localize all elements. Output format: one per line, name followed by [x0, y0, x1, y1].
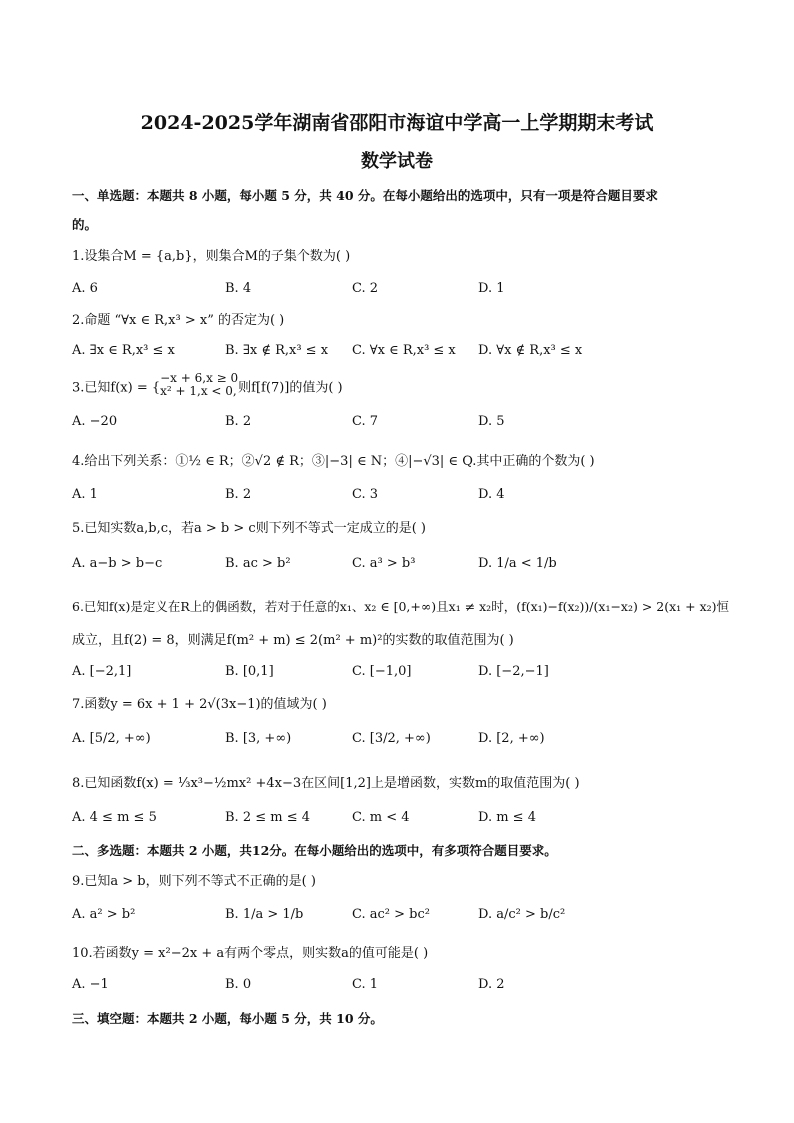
option-d: D. [−2,−1]: [478, 664, 549, 679]
option-d: D. 1/a < 1/b: [478, 556, 557, 571]
option-a: A. a² > b²: [72, 907, 136, 922]
question-5-options: [72, 556, 732, 574]
option-c: C. m < 4: [352, 810, 410, 825]
option-d: D. 2: [478, 977, 505, 992]
option-a: A. 6: [72, 281, 98, 296]
option-c: C. ac² > bc²: [352, 907, 430, 922]
option-d: D. [2, +∞): [478, 731, 545, 746]
question-5-stem: 5.已知实数a,b,c，若a > b > c则下列不等式一定成立的是( ): [72, 521, 426, 536]
question-3-options: [72, 414, 732, 432]
option-a: A. ∃x ∈ R,x³ ≤ x: [72, 343, 175, 358]
piecewise-case-2: x² + 1,x < 0,: [160, 384, 237, 398]
question-10-stem: 10.若函数y = x²−2x + a有两个零点，则实数a的值可能是( ): [72, 946, 429, 961]
question-3-stem-suffix: 则f[f(7)]的值为( ): [238, 380, 343, 396]
question-4-options: [72, 487, 732, 505]
option-d: D. 4: [478, 487, 505, 502]
option-b: B. ∃x ∉ R,x³ ≤ x: [225, 343, 329, 358]
option-a: A. −20: [72, 414, 118, 429]
option-b: B. [0,1]: [225, 664, 274, 679]
question-7-options: [72, 731, 732, 749]
option-c: C. 1: [352, 977, 379, 992]
section-1-heading: 一、单选题：本题共 8 小题，每小题 5 分，共 40 分。在每小题给出的选项中，只有一项是符合题目要求: [72, 188, 658, 203]
question-9-stem: 9.已知a > b，则下列不等式不正确的是( ): [72, 874, 316, 889]
option-c: C. a³ > b³: [352, 556, 416, 571]
option-c: C. 2: [352, 281, 379, 296]
question-3-stem-prefix: 3.已知f(x) = {: [72, 380, 161, 396]
option-c: C. 7: [352, 414, 379, 429]
option-c: C. [−1,0]: [352, 664, 412, 679]
question-2-options: [72, 343, 732, 361]
option-c: C. ∀x ∈ R,x³ ≤ x: [352, 343, 456, 358]
question-6-stem-cont: 成立，且f(2) = 8，则满足f(m² + m) ≤ 2(m² + m)²的实数的取值范围为( ): [72, 633, 514, 648]
option-d: D. ∀x ∉ R,x³ ≤ x: [478, 343, 583, 358]
question-4-stem: 4.给出下列关系：①½ ∈ R；②√2 ∉ R；③|−3| ∈ N；④|−√3| ∈ Q.其中正确的个数为( ): [72, 454, 595, 469]
section-1-heading-cont: 的。: [72, 217, 98, 232]
question-3-stem: [72, 371, 343, 398]
option-d: D. a/c² > b/c²: [478, 907, 566, 922]
option-a: A. 4 ≤ m ≤ 5: [72, 810, 157, 825]
option-b: B. [3, +∞): [225, 731, 292, 746]
section-3-heading: 三、填空题：本题共 2 小题，每小题 5 分，共 10 分。: [72, 1011, 383, 1026]
question-6-options: [72, 664, 732, 682]
option-b: B. 2: [225, 414, 252, 429]
piecewise-case-1: −x + 6,x ≥ 0: [160, 371, 239, 385]
exam-title: 2024-2025学年湖南省邵阳市海谊中学高一上学期期末考试: [140, 112, 654, 134]
option-b: B. 4: [225, 281, 252, 296]
question-6-stem: 6.已知f(x)是定义在R上的偶函数，若对于任意的x₁、x₂ ∈ [0,+∞)且x₁ ≠ x₂时，(f(x₁)−f(x₂))/(x₁−x₂) > 2(x₁ + x₂)恒: [72, 599, 730, 614]
exam-subtitle: 数学试卷: [361, 151, 433, 172]
option-b: B. 1/a > 1/b: [225, 907, 304, 922]
piecewise-cases: [160, 372, 238, 398]
option-a: A. [5/2, +∞): [72, 731, 151, 746]
option-a: A. −1: [72, 977, 109, 992]
option-c: C. [3/2, +∞): [352, 731, 431, 746]
option-d: D. 5: [478, 414, 505, 429]
option-a: A. a−b > b−c: [72, 556, 163, 571]
option-b: B. ac > b²: [225, 556, 291, 571]
option-a: A. [−2,1]: [72, 664, 132, 679]
question-1-options: [72, 281, 732, 299]
option-d: D. m ≤ 4: [478, 810, 536, 825]
question-9-options: [72, 907, 732, 925]
question-7-stem: 7.函数y = 6x + 1 + 2√(3x−1)的值域为( ): [72, 697, 327, 712]
section-2-heading: 二、多选题：本题共 2 小题，共12分。在每小题给出的选项中，有多项符合题目要求。: [72, 843, 557, 858]
option-c: C. 3: [352, 487, 379, 502]
question-1-stem: 1.设集合M = {a,b}，则集合M的子集个数为( ): [72, 249, 351, 264]
question-2-stem: 2.命题 “∀x ∈ R,x³ > x” 的否定为( ): [72, 313, 285, 328]
option-b: B. 2 ≤ m ≤ 4: [225, 810, 311, 825]
option-b: B. 2: [225, 487, 252, 502]
option-d: D. 1: [478, 281, 505, 296]
question-8-options: [72, 810, 732, 828]
question-8-stem: 8.已知函数f(x) = ⅓x³−½mx² +4x−3在区间[1,2]上是增函数，实数m的取值范围为( ): [72, 776, 580, 791]
option-b: B. 0: [225, 977, 252, 992]
option-a: A. 1: [72, 487, 98, 502]
question-10-options: [72, 977, 732, 995]
